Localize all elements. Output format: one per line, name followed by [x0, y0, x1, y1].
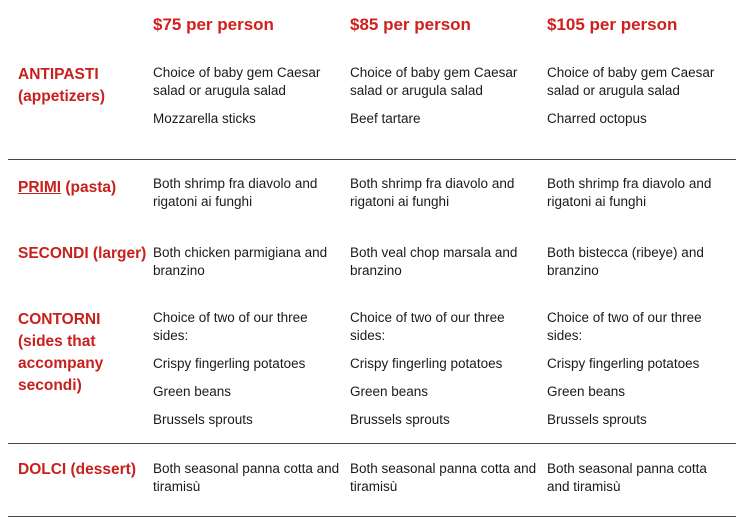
menu-item: Green beans [153, 384, 232, 399]
menu-cell [153, 56, 350, 159]
menu-cell [350, 160, 547, 230]
course-name: DOLCI (dessert) [18, 461, 136, 478]
course-name-word: PRIMI [18, 179, 62, 196]
menu-item: Crispy fingerling potatoes [547, 356, 700, 371]
menu-cell [350, 444, 547, 516]
menu-cell [547, 56, 736, 159]
price-tier-75: $75 per person [153, 15, 274, 34]
prix-fixe-menu [8, 0, 736, 517]
menu-item: Brussels sprouts [547, 412, 647, 427]
menu-item: Choice of baby gem Caesar salad or arugula salad [153, 65, 321, 98]
menu-item: Mozzarella sticks [153, 111, 256, 126]
menu-cell [153, 444, 350, 516]
menu-item: Brussels sprouts [153, 412, 253, 427]
price-tier-105: $105 per person [547, 15, 678, 34]
menu-item: Both seasonal panna cotta and tiramisù [350, 461, 537, 494]
menu-item: Both chicken parmigiana and branzino [153, 245, 328, 278]
menu-cell [350, 230, 547, 297]
menu-item: Choice of two of our three sides: [350, 310, 505, 343]
menu-item: Brussels sprouts [350, 412, 450, 427]
menu-cell [350, 56, 547, 159]
menu-item: Green beans [547, 384, 626, 399]
course-name [8, 160, 153, 230]
menu-item: Both bistecca (ribeye) and branzino [547, 245, 704, 278]
course-name: ANTIPASTI (appetizers) [18, 66, 105, 105]
menu-item: Both seasonal panna cotta and tiramisù [153, 461, 340, 494]
menu-item: Both shrimp fra diavolo and rigatoni ai funghi [350, 176, 515, 209]
course-name: CONTORNI (sides that accompany secondi) [18, 311, 104, 394]
menu-item: Choice of two of our three sides: [153, 310, 308, 343]
menu-item: Both shrimp fra diavolo and rigatoni ai funghi [153, 176, 318, 209]
course-name-suffix: (pasta) [61, 179, 117, 196]
menu-item: Both veal chop marsala and branzino [350, 245, 518, 278]
menu-item: Crispy fingerling potatoes [350, 356, 503, 371]
menu-cell [153, 297, 350, 443]
menu-cell [547, 444, 736, 516]
menu-item: Choice of two of our three sides: [547, 310, 702, 343]
menu-item: Choice of baby gem Caesar salad or arugula salad [350, 65, 518, 98]
course-row-dolci [8, 444, 736, 517]
menu-cell [547, 297, 736, 443]
menu-cell [547, 230, 736, 297]
menu-item: Crispy fingerling potatoes [153, 356, 306, 371]
menu-cell [153, 230, 350, 297]
course-row-secondi [8, 230, 736, 297]
menu-cell [153, 160, 350, 230]
menu-item: Charred octopus [547, 111, 647, 126]
price-header-row [8, 0, 736, 56]
menu-cell [350, 297, 547, 443]
course-row-primi [8, 160, 736, 230]
menu-cell [547, 160, 736, 230]
menu-item: Beef tartare [350, 111, 421, 126]
course-row-contorni [8, 297, 736, 444]
menu-item: Both seasonal panna cotta and tiramisù [547, 461, 707, 494]
menu-item: Both shrimp fra diavolo and rigatoni ai funghi [547, 176, 712, 209]
course-name: SECONDI (larger) [18, 245, 147, 262]
course-row-antipasti [8, 56, 736, 160]
menu-item: Choice of baby gem Caesar salad or arugula salad [547, 65, 715, 98]
menu-item: Green beans [350, 384, 429, 399]
header-spacer [8, 0, 153, 56]
price-tier-85: $85 per person [350, 15, 471, 34]
